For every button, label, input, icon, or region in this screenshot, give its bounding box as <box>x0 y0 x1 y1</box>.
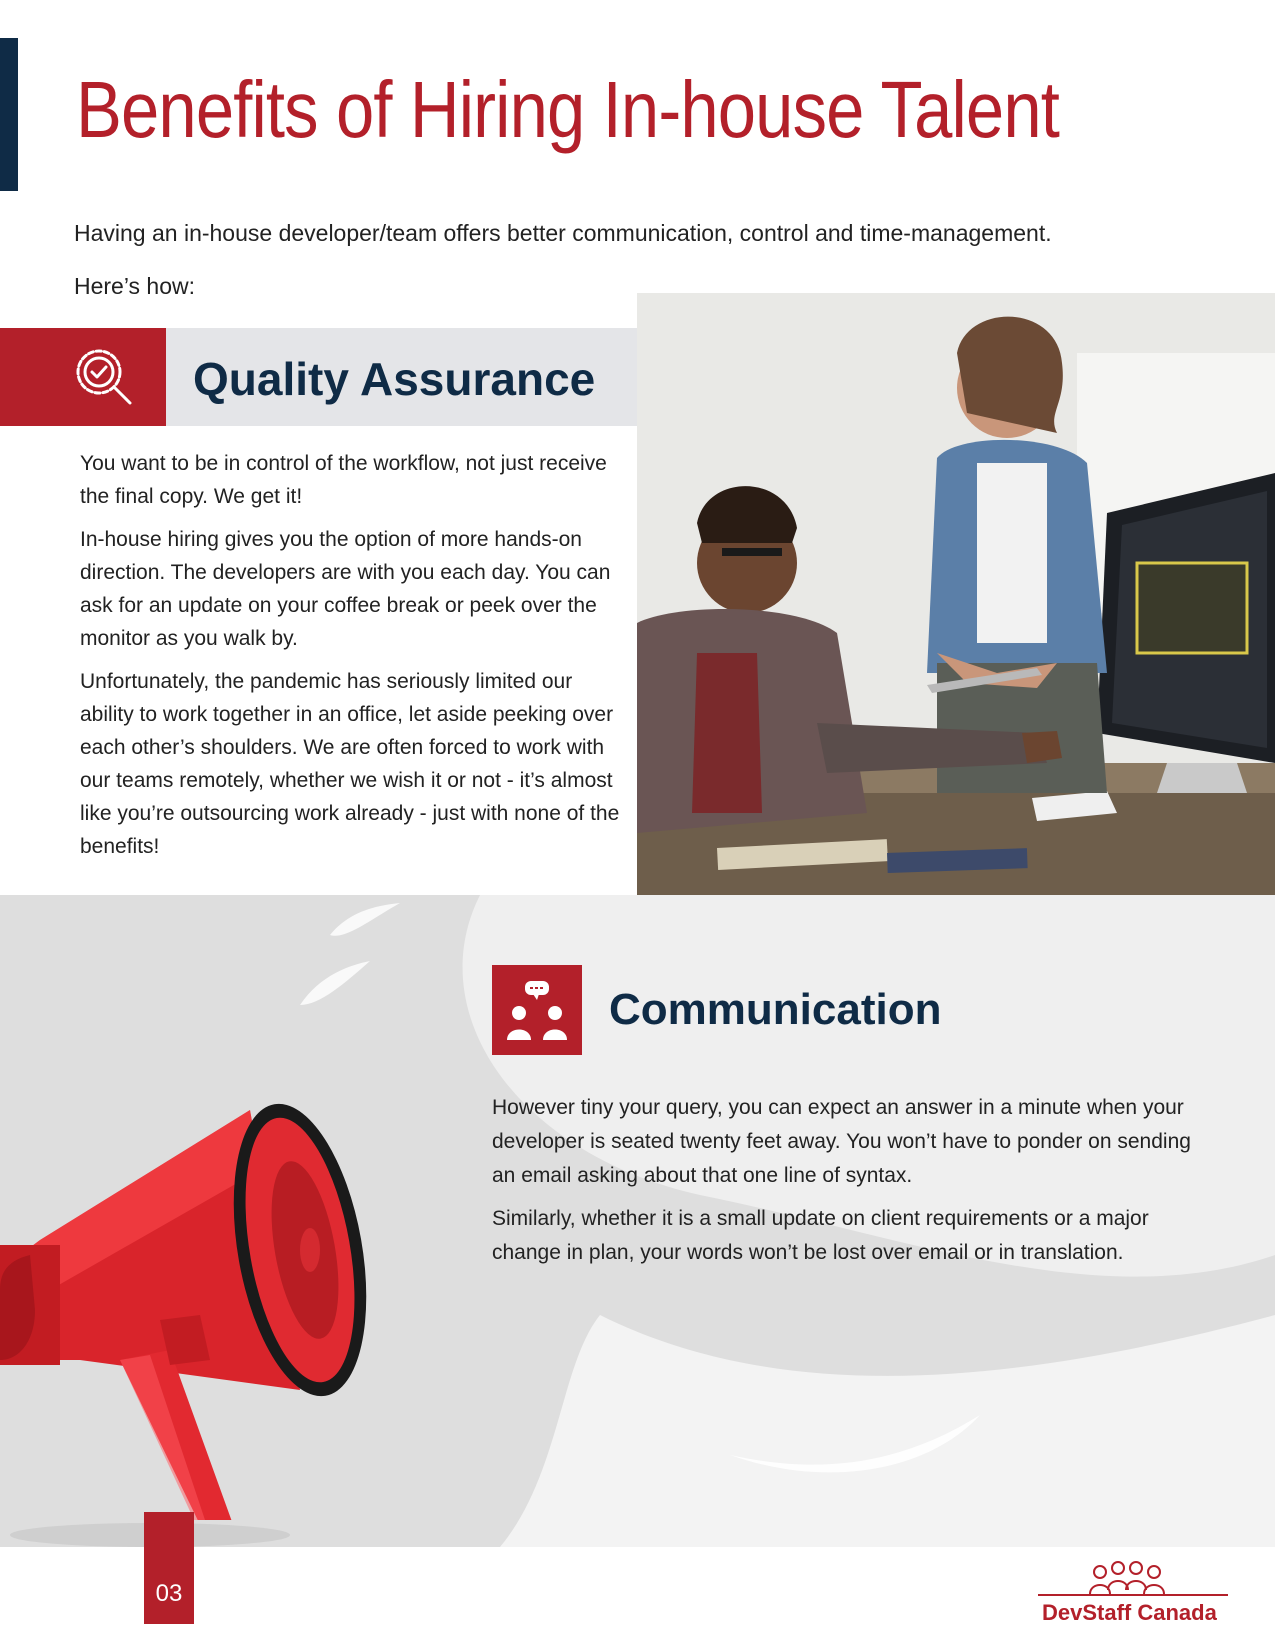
people-logo-icon <box>1038 1560 1228 1600</box>
page-title: Benefits of Hiring In-house Talent <box>76 65 1059 154</box>
brand-name: DevStaff Canada <box>1042 1600 1217 1625</box>
developers-photo <box>637 293 1275 895</box>
devstaff-logo <box>1038 1560 1228 1630</box>
quality-assurance-title: Quality Assurance <box>193 353 596 405</box>
communication-icon-box <box>492 965 582 1055</box>
quality-assurance-body <box>80 447 620 873</box>
megaphone-illustration <box>0 1060 380 1520</box>
title-accent-bar <box>0 38 18 191</box>
quality-paragraph-1: You want to be in control of the workflow, not just receive the final copy. We get it! <box>80 452 607 508</box>
photo-illustration <box>637 293 1275 895</box>
page-number-tab <box>144 1512 194 1624</box>
magnifier-badge-check-icon <box>73 346 137 410</box>
quality-paragraph-2: In-house hiring gives you the option of more hands-on direction. The developers are with you each day. You can ask for an update on your coffee break or peek over the monitor as you walk by. <box>80 528 611 650</box>
communication-paragraph-1: However tiny your query, you can expect an answer in a minute when your developer is seated twenty feet away. You won’t have to ponder on sending an email asking about that one line of syntax. <box>492 1096 1191 1187</box>
communication-body <box>492 1091 1212 1279</box>
quality-icon-box <box>0 328 166 426</box>
howto-text: Here’s how: <box>74 273 196 299</box>
people-chat-bubble-icon <box>505 980 569 1042</box>
page-number: 03 <box>155 1580 183 1607</box>
communication-title: Communication <box>609 985 942 1034</box>
intro-text: Having an in-house developer/team offers better communication, control and time-management. <box>74 220 1052 246</box>
quality-assurance-header <box>0 328 637 426</box>
quality-paragraph-3: Unfortunately, the pandemic has seriously limited our ability to work together in an office, let aside peeking over each other’s shoulders. We are often forced to work with our teams remotely, whether we wish it or not - it’s almost like you’re outsourcing work already - just with none of the benefits! <box>80 670 620 858</box>
communication-paragraph-2: Similarly, whether it is a small update on client requirements or a major change in plan, your words won’t be lost over email or in translation. <box>492 1207 1149 1264</box>
